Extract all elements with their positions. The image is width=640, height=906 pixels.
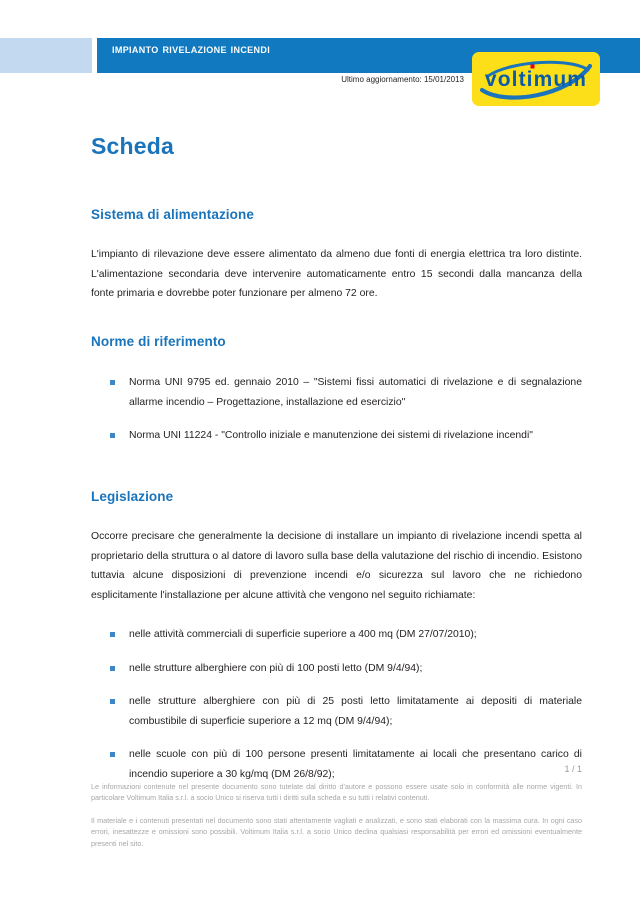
logo-red-dot-icon	[531, 65, 535, 69]
bullet-square-icon	[110, 752, 115, 757]
list-item-text: nelle attività commerciali di superficie superiore a 400 mq (DM 27/07/2010);	[129, 629, 477, 640]
section-heading: Norme di riferimento	[91, 334, 226, 349]
section-sistema-di-alimentazione	[91, 207, 582, 304]
voltimum-logo	[472, 52, 600, 106]
list-item	[91, 625, 582, 645]
bullet-square-icon	[110, 632, 115, 637]
header-last-update: Ultimo aggiornamento: 15/01/2013	[341, 75, 464, 84]
list-item-text: Norma UNI 11224 - "Controllo iniziale e manutenzione dei sistemi di rivelazione incendi"	[129, 430, 533, 441]
page-title: Scheda	[91, 133, 175, 159]
page-number: 1 / 1	[564, 764, 582, 774]
section-norme-di-riferimento	[91, 334, 582, 446]
section-paragraph: L'impianto di rilevazione deve essere alimentato da almeno due fonti di energia elettrica tra loro distinte. L'alimentazione secondaria deve intervenire automaticamente entro 15 secondi dalla mancanza della fonte primaria e dovrebbe poter funzionare per almeno 72 ore.	[91, 249, 582, 299]
list-item	[91, 692, 582, 731]
norme-list	[91, 373, 582, 446]
list-item	[91, 426, 582, 446]
bullet-square-icon	[110, 699, 115, 704]
section-paragraph: Occorre precisare che generalmente la decisione di installare un impianto di rivelazione incendi spetta al proprietario della struttura o al datore di lavoro sulla base della valutazione del rischio di incendio. Esistono tuttavia alcune disposizioni di prevenzione incendi e/o sicurezza sul lavoro che ne richiedono esplicitamente l'installazione per alcune attività che vengono nel seguito richiamate:	[91, 531, 582, 601]
list-item	[91, 373, 582, 412]
bullet-square-icon	[110, 380, 115, 385]
bullet-square-icon	[110, 666, 115, 671]
logo-wordmark: voltimum	[484, 68, 588, 91]
section-heading: Sistema di alimentazione	[91, 207, 254, 222]
section-heading: Legislazione	[91, 489, 174, 504]
voltimum-logo-graphic	[472, 52, 600, 106]
list-item-text: nelle strutture alberghiere con più di 25 posti letto limitatamente ai depositi di materiale combustibile di superficie superiore a 12 mq (DM 9/4/94);	[129, 696, 582, 727]
header-accent-block	[0, 38, 92, 73]
legislazione-list	[91, 625, 582, 784]
footer-disclaimer	[91, 781, 582, 849]
list-item-text: Norma UNI 9795 ed. gennaio 2010 – "Sistemi fissi automatici di rivelazione e di segnalazione allarme incendio – Progettazione, installazione ed esercizio"	[129, 377, 582, 408]
header-title: impianto rivelazione incendi	[112, 42, 271, 56]
section-legislazione	[91, 489, 582, 784]
bullet-square-icon	[110, 433, 115, 438]
list-item-text: nelle scuole con più di 100 persone presenti limitatamente ai locali che presentano carico di incendio superiore a 30 kg/mq (DM 26/8/92);	[129, 749, 582, 780]
footer-note: Il materiale e i contenuti presentati nel documento sono stati attentamente vagliati e analizzati, e sono stati elaborati con la massima cura. In ogni caso errori, inesattezze e omissioni sono possibili. Voltimum Italia s.r.l. a socio Unico declina qualsiasi responsabilità per errori ed omissioni eventualmente presenti nel sito.	[91, 815, 582, 848]
footer-note: Le informazioni contenute nel presente documento sono tutelate dal diritto d'autore e possono essere usate solo in conformità alle norme vigenti. In particolare Voltimum Italia s.r.l. a socio Unico si riserva tutti i diritti sulla scheda e su tutti i relativi contenuti.	[91, 782, 582, 803]
list-item-text: nelle strutture alberghiere con più di 100 posti letto (DM 9/4/94);	[129, 662, 423, 674]
list-item	[91, 659, 582, 679]
